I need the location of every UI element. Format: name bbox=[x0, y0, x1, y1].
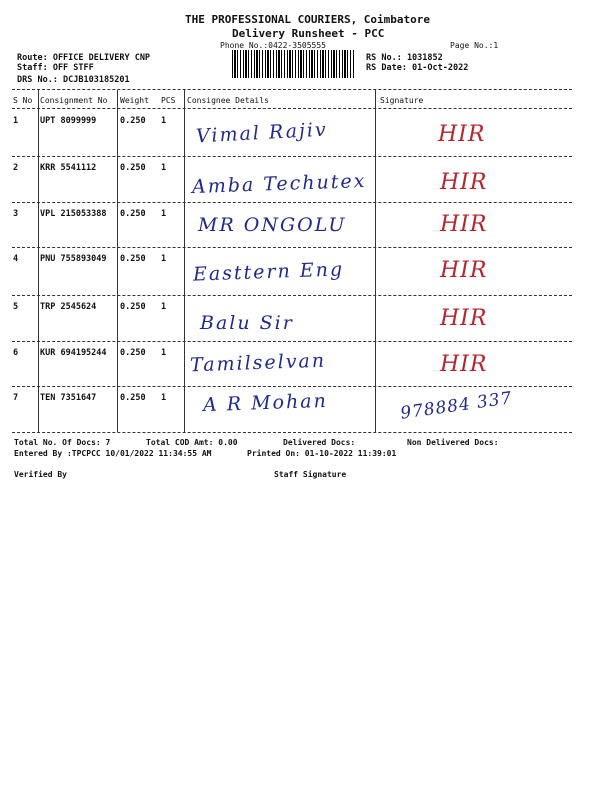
row-consignment: UPT 8099999 bbox=[40, 116, 97, 126]
row-consignment: KUR 694195244 bbox=[40, 348, 107, 358]
row-weight: 0.250 bbox=[120, 209, 146, 219]
row-sno: 1 bbox=[13, 116, 19, 126]
row-divider bbox=[12, 386, 572, 387]
entered-by: Entered By :TPCPCC 10/01/2022 11:34:55 AM bbox=[14, 449, 212, 458]
cod-amount: Total COD Amt: 0.00 bbox=[146, 438, 238, 447]
total-docs: Total No. Of Docs: 7 bbox=[14, 438, 111, 447]
col-divider bbox=[117, 90, 118, 432]
row-pcs: 1 bbox=[161, 116, 167, 126]
row-consignee: Vimal Rajiv bbox=[195, 118, 329, 148]
col-pcs: PCS bbox=[161, 96, 176, 105]
row-sno: 4 bbox=[13, 254, 19, 264]
row-weight: 0.250 bbox=[120, 393, 146, 403]
table-bottom-rule bbox=[12, 432, 572, 433]
row-consignee: Balu Sir bbox=[200, 312, 294, 334]
row-divider bbox=[12, 202, 572, 203]
row-signature: HIR bbox=[440, 258, 488, 283]
col-signature: Signature bbox=[380, 96, 424, 105]
col-divider bbox=[184, 90, 185, 432]
row-consignee: MR ONGOLU bbox=[198, 214, 347, 236]
row-pcs: 1 bbox=[161, 254, 167, 264]
verified-by: Verified By bbox=[14, 470, 67, 479]
row-consignee: Easttern Eng bbox=[192, 258, 345, 286]
row-divider bbox=[12, 247, 572, 248]
col-consignment: Consignment No bbox=[40, 96, 108, 105]
row-sno: 2 bbox=[13, 163, 19, 173]
non-delivered-docs: Non Delivered Docs: bbox=[407, 438, 499, 447]
col-divider bbox=[38, 90, 39, 432]
row-signature: HIR bbox=[438, 122, 486, 147]
row-consignment: VPL 215053388 bbox=[40, 209, 107, 219]
table-top-rule bbox=[12, 89, 572, 90]
document-title: Delivery Runsheet - PCC bbox=[232, 27, 385, 40]
row-consignment: PNU 755893049 bbox=[40, 254, 107, 264]
row-weight: 0.250 bbox=[120, 302, 146, 312]
row-consignment: TEN 7351647 bbox=[40, 393, 97, 403]
row-weight: 0.250 bbox=[120, 348, 146, 358]
col-divider bbox=[375, 90, 376, 432]
row-consignee: Amba Techutex bbox=[191, 169, 367, 199]
row-signature: HIR bbox=[440, 170, 488, 195]
row-weight: 0.250 bbox=[120, 254, 146, 264]
row-divider bbox=[12, 295, 572, 296]
row-divider bbox=[12, 156, 572, 157]
row-pcs: 1 bbox=[161, 209, 167, 219]
col-weight: Weight bbox=[120, 96, 149, 105]
row-weight: 0.250 bbox=[120, 116, 146, 126]
col-consignee: Consignee Details bbox=[187, 96, 269, 105]
page-number: Page No.:1 bbox=[450, 41, 499, 50]
row-pcs: 1 bbox=[161, 393, 167, 403]
barcode bbox=[232, 50, 355, 78]
row-consignment: TRP 2545624 bbox=[40, 302, 97, 312]
row-consignee: A R Mohan bbox=[202, 389, 329, 417]
staff: Staff: OFF STFF bbox=[17, 63, 94, 73]
staff-signature: Staff Signature bbox=[274, 470, 347, 479]
row-sno: 3 bbox=[13, 209, 19, 219]
row-divider bbox=[12, 341, 572, 342]
row-weight: 0.250 bbox=[120, 163, 146, 173]
row-pcs: 1 bbox=[161, 302, 167, 312]
row-pcs: 1 bbox=[161, 163, 167, 173]
table-header-rule bbox=[12, 108, 572, 109]
printed-on: Printed On: 01-10-2022 11:39:01 bbox=[247, 449, 397, 458]
drs-number: DRS No.: DCJB103185201 bbox=[17, 75, 130, 85]
rs-date: RS Date: 01-Oct-2022 bbox=[366, 63, 469, 73]
rs-number: RS No.: 1031852 bbox=[366, 53, 443, 63]
row-sno: 6 bbox=[13, 348, 19, 358]
col-sno: S No bbox=[13, 96, 33, 105]
company-name: THE PROFESSIONAL COURIERS, Coimbatore bbox=[185, 13, 431, 26]
row-signature: HIR bbox=[440, 212, 488, 237]
row-pcs: 1 bbox=[161, 348, 167, 358]
row-signature: HIR bbox=[440, 306, 488, 331]
row-sno: 5 bbox=[13, 302, 19, 312]
delivered-docs: Delivered Docs: bbox=[283, 438, 356, 447]
row-sno: 7 bbox=[13, 393, 19, 403]
row-consignment: KRR 5541112 bbox=[40, 163, 97, 173]
row-signature: HIR bbox=[440, 352, 488, 377]
phone-number: Phone No.:0422-3505555 bbox=[220, 41, 326, 50]
row-consignee: Tamilselvan bbox=[189, 349, 327, 377]
route: Route: OFFICE DELIVERY CNP bbox=[17, 53, 151, 63]
row-signature: 978884 337 bbox=[399, 388, 514, 424]
